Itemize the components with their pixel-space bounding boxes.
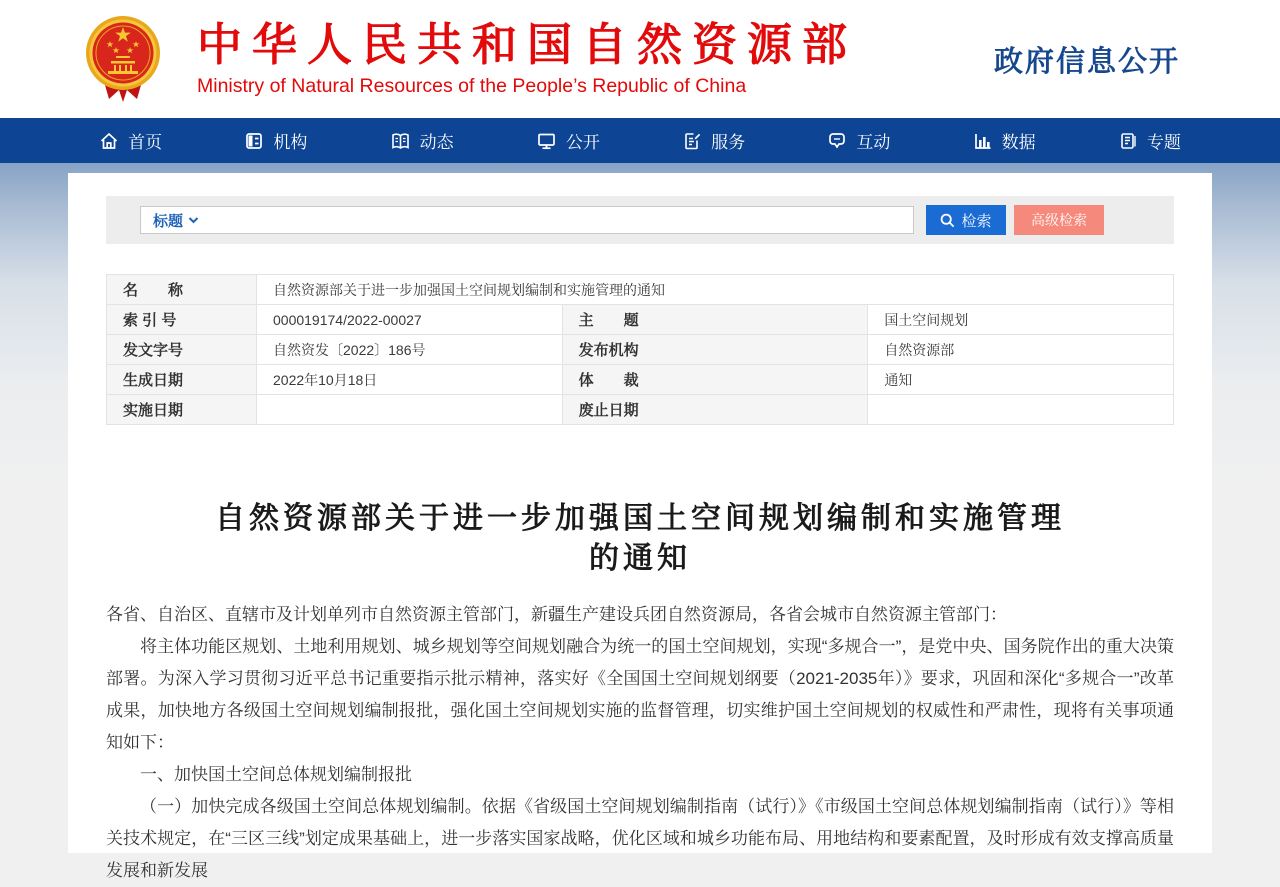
document-title-line1: 自然资源部关于进一步加强国土空间规划编制和实施管理 (215, 502, 1065, 535)
search-button-label: 检索 (961, 212, 992, 230)
page-section-title: 政府信息公开 (993, 45, 1180, 78)
meta-value-docnumber: 自然资发〔2022〕186号 (257, 335, 563, 365)
table-row (107, 395, 1174, 425)
document-title (106, 499, 1174, 579)
meta-value-genre: 通知 (868, 365, 1174, 395)
nav-item-topics[interactable] (1118, 128, 1181, 153)
nav-item-news[interactable] (390, 128, 454, 153)
paragraph-intro: 将主体功能区规划、土地利用规划、城乡规划等空间规划融合为统一的国土空间规划，实现“多规合一”，是党中央、国务院作出的重大决策部署。为深入学习贯彻习近平总书记重要指示批示精神，落实好《全国国土空间规划纲要（2021-2035年）》要求，巩固和深化“多规合一”改革成果，加快地方各级国土空间规划编制报批，强化国土空间规划实施的监督管理，切实维护国土空间规划的权威性和严肃性，现将有关事项通知如下： (106, 637, 1174, 753)
nav-label: 首页 (128, 133, 163, 152)
document-title-line2: 的通知 (589, 542, 691, 575)
nav-item-home[interactable] (99, 128, 162, 153)
nav-item-interaction[interactable] (827, 128, 890, 153)
nav-label: 机构 (273, 133, 308, 152)
document-body (106, 599, 1174, 887)
home-icon (99, 131, 119, 151)
chevron-down-icon (188, 216, 199, 224)
meta-value-name: 自然资源部关于进一步加强国土空间规划编制和实施管理的通知 (257, 275, 1174, 305)
site-title: 中华人民共和国自然资源部 (197, 18, 858, 70)
meta-value-effective (257, 395, 563, 425)
meta-value-issuer: 自然资源部 (868, 335, 1174, 365)
nav-item-data[interactable] (973, 128, 1036, 153)
chat-bubble-icon (827, 131, 847, 151)
nav-item-disclosure[interactable] (536, 128, 600, 153)
search-box[interactable] (140, 206, 914, 234)
brand[interactable] (85, 11, 857, 107)
paragraph-section-heading: 一、加快国土空间总体规划编制报批 (140, 765, 412, 785)
page-background (0, 163, 1280, 881)
nav-item-organization[interactable] (244, 128, 307, 153)
meta-label-index: 索 引 号 (107, 305, 257, 335)
nav-label: 专题 (1146, 133, 1181, 152)
table-row (107, 335, 1174, 365)
nav-label: 互动 (856, 133, 891, 152)
meta-label-name: 名 称 (107, 275, 257, 305)
nav-label: 数据 (1001, 133, 1036, 152)
meta-value-index: 000019174/2022-00027 (257, 305, 563, 335)
meta-label-docnumber: 发文字号 (107, 335, 257, 365)
meta-label-issuer: 发布机构 (562, 335, 868, 365)
news-book-icon (390, 131, 411, 151)
national-emblem-icon (85, 15, 161, 107)
meta-value-created: 2022年10月18日 (257, 365, 563, 395)
nav-label: 动态 (419, 133, 454, 152)
search-input[interactable] (207, 211, 901, 229)
meta-label-genre: 体 裁 (562, 365, 868, 395)
advanced-search-button[interactable] (1014, 205, 1104, 235)
monitor-icon (536, 131, 557, 151)
document-edit-icon (682, 131, 702, 151)
nav-label: 公开 (565, 133, 600, 152)
document-meta-table (106, 274, 1174, 425)
table-row (107, 305, 1174, 335)
nav-label: 服务 (711, 133, 746, 152)
nav-item-services[interactable] (682, 128, 745, 153)
journal-icon (1118, 131, 1138, 151)
table-row (107, 365, 1174, 395)
main-nav (0, 118, 1280, 163)
advanced-search-label: 高级检索 (1031, 212, 1087, 228)
meta-label-created: 生成日期 (107, 365, 257, 395)
table-row (107, 275, 1174, 305)
paragraph-salutation: 各省、自治区、直辖市及计划单列市自然资源主管部门，新疆生产建设兵团自然资源局，各省会城市自然资源主管部门： (106, 605, 1007, 625)
site-subtitle: Ministry of Natural Resources of the People’s Republic of China (197, 74, 747, 97)
meta-label-repeal: 废止日期 (562, 395, 868, 425)
meta-value-repeal (868, 395, 1174, 425)
organization-icon (244, 131, 264, 151)
meta-label-effective: 实施日期 (107, 395, 257, 425)
bar-chart-icon (973, 131, 993, 151)
meta-value-subject: 国土空间规划 (868, 305, 1174, 335)
search-button[interactable] (926, 205, 1006, 235)
content-card (68, 173, 1212, 881)
search-field-label: 标题 (153, 212, 184, 230)
search-icon (940, 213, 955, 228)
meta-label-subject: 主 题 (562, 305, 868, 335)
site-header (0, 0, 1280, 118)
paragraph-section-item: （一）加快完成各级国土空间总体规划编制。依据《省级国土空间规划编制指南（试行）》《市级国土空间总体规划编制指南（试行）》等相关技术规定，在“三区三线”划定成果基础上，进一步落实国家战略，优化区域和城乡功能布局、用地结构和要素配置，及时形成有效支撑高质量发展和新发展 (106, 797, 1174, 881)
search-bar (106, 196, 1174, 244)
search-field-selector[interactable] (153, 210, 199, 231)
